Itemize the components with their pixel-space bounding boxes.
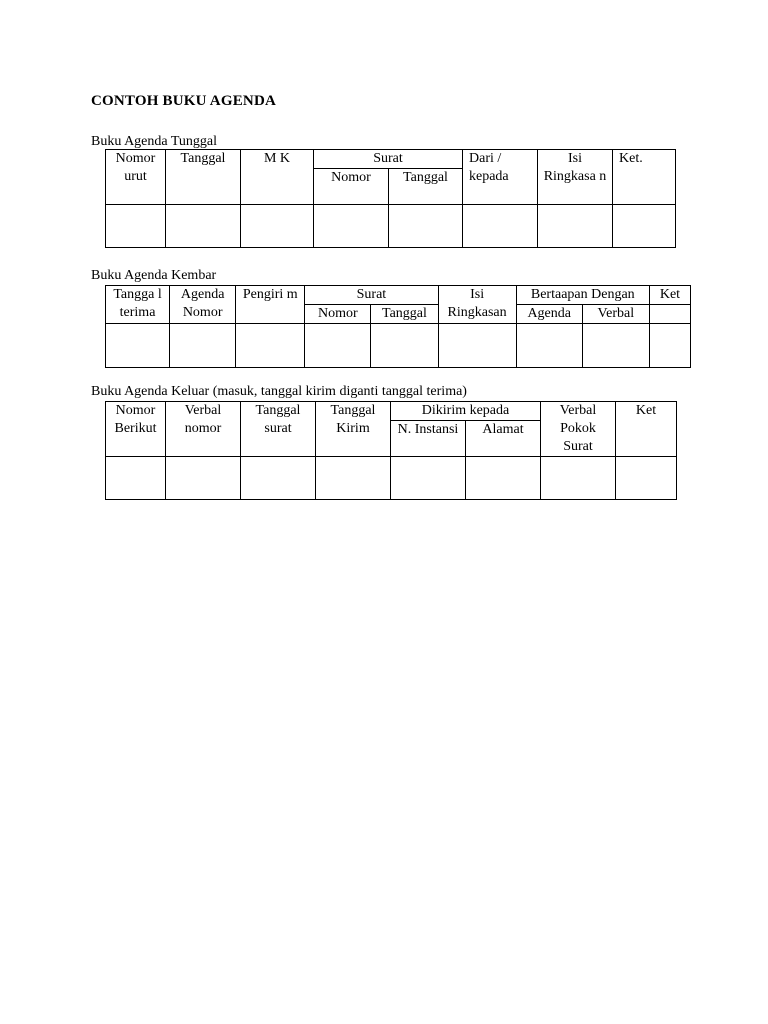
table-cell [170,324,236,368]
table-cell [166,457,241,500]
table-cell [582,324,649,368]
table-agenda-tunggal [105,149,676,248]
section-label-keluar: Buku Agenda Keluar (masuk, tanggal kirim diganti tanggal terima) [91,384,467,399]
col-verbal-nomor: Verbal nomor [166,402,241,457]
table-cell [389,205,463,248]
col-verbal-pokok-surat: Verbal Pokok Surat [541,402,616,457]
col-bertaapan-dengan: Bertaapan Dengan [516,286,649,305]
col-alamat: Alamat [466,421,541,457]
col-bert-agenda: Agenda [516,305,582,324]
col-isi-ringkasan: Isi Ringkasan [438,286,516,324]
col-nomor-urut: Nomor urut [106,150,166,205]
col-mk: M K [241,150,314,205]
col-tanggal-kirim: Tanggal Kirim [316,402,391,457]
table-cell [241,205,314,248]
col-isi-ringkasan: Isi Ringkasa n [538,150,613,205]
table-cell [391,457,466,500]
table-cell [516,324,582,368]
col-pengirim: Pengiri m [236,286,305,324]
table-row [106,205,676,248]
col-nomor-berikut: Nomor Berikut [106,402,166,457]
table-agenda-keluar [105,401,677,500]
col-dari-kepada: Dari / kepada [463,150,538,205]
table-cell [649,305,690,324]
table-row [106,324,691,368]
table-cell [466,457,541,500]
table-agenda-kembar [105,285,691,368]
col-n-instansi: N. Instansi [391,421,466,457]
col-ket: Ket. [613,150,676,205]
table-cell [616,457,677,500]
table-cell [106,457,166,500]
col-surat-nomor: Nomor [305,305,371,324]
col-surat-tanggal: Tanggal [371,305,438,324]
col-tanggal: Tanggal [166,150,241,205]
col-surat-tanggal: Tanggal [389,169,463,205]
table-cell [438,324,516,368]
table-cell [541,457,616,500]
header-row [106,402,677,421]
table-cell [314,205,389,248]
table-cell [236,324,305,368]
table-cell [538,205,613,248]
col-tanggal-terima: Tangga l terima [106,286,170,324]
col-bert-verbal: Verbal [582,305,649,324]
table-cell [106,205,166,248]
table-cell [316,457,391,500]
section-label-kembar: Buku Agenda Kembar [91,268,217,283]
header-row [106,150,676,169]
table-cell [463,205,538,248]
col-surat: Surat [305,286,438,305]
col-dikirim-kepada: Dikirim kepada [391,402,541,421]
col-surat-nomor: Nomor [314,169,389,205]
table-cell [106,324,170,368]
page-title: CONTOH BUKU AGENDA [91,93,277,109]
col-ket: Ket [616,402,677,457]
table-cell [305,324,371,368]
table-cell [371,324,438,368]
col-ket: Ket [649,286,690,305]
table-row [106,457,677,500]
section-label-tunggal: Buku Agenda Tunggal [91,134,218,149]
col-tanggal-surat: Tanggal surat [241,402,316,457]
table-cell [613,205,676,248]
col-surat: Surat [314,150,463,169]
header-row [106,286,691,305]
table-cell [649,324,690,368]
table-cell [241,457,316,500]
col-agenda-nomor: Agenda Nomor [170,286,236,324]
table-cell [166,205,241,248]
